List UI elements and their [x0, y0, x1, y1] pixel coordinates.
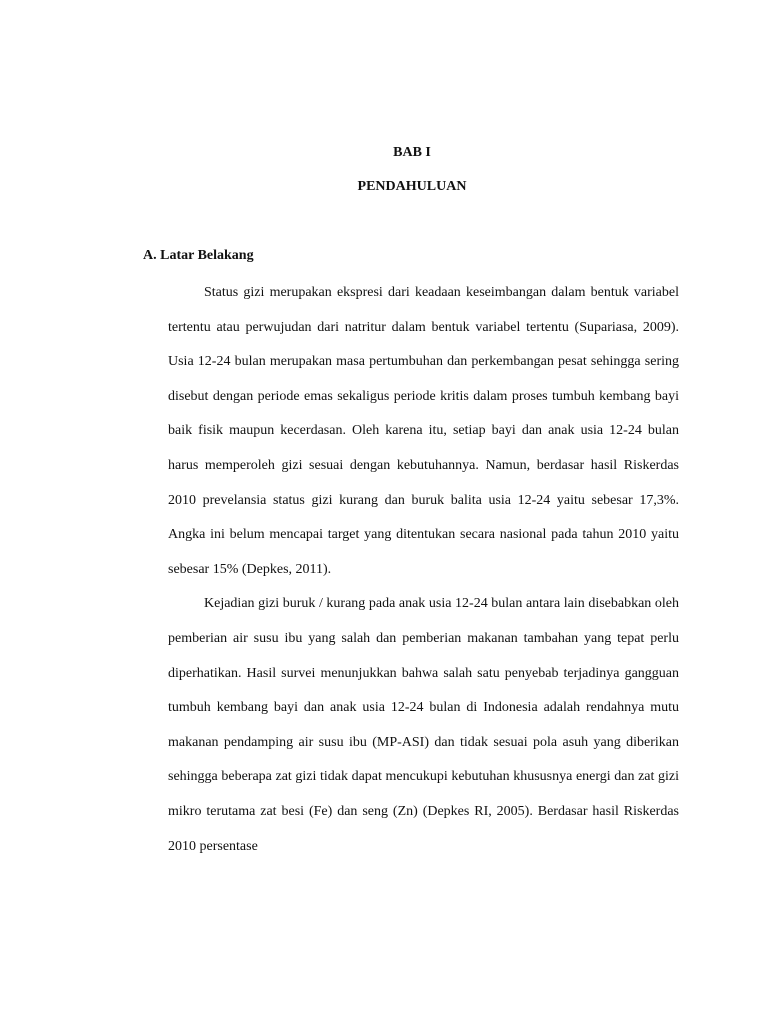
section-heading: A. Latar Belakang — [143, 248, 254, 263]
chapter-heading: BAB I — [393, 145, 431, 160]
chapter-title: PENDAHULUAN — [357, 179, 467, 194]
paragraph-2: Kejadian gizi buruk / kurang pada anak usia 12-24 bulan antara lain disebabkan oleh pemberian air susu ibu yang salah dan pemberian makanan tambahan yang tepat perlu diperhatikan. Hasil survei menunjukkan bahwa salah satu penyebab terjadinya gangguan tumbuh kembang bayi dan anak usia 12-24 bulan di Indonesia adalah rendahnya mutu makanan pendamping air susu ibu (MP-ASI) dan tidak sesuai pola asuh yang diberikan sehingga beberapa zat gizi tidak dapat mencukupi kebutuhan khususnya energi dan zat gizi mikro terutama zat besi (Fe) dan seng (Zn) (Depkes RI, 2005). Berdasar hasil Riskerdas 2010 persentase — [168, 596, 679, 854]
paragraph-1: Status gizi merupakan ekspresi dari keadaan keseimbangan dalam bentuk variabel tertentu atau perwujudan dari natritur dalam bentuk variabel tertentu (Supariasa, 2009). Usia 12-24 bulan merupakan masa pertumbuhan dan perkembangan pesat sehingga sering disebut dengan periode emas sekaligus periode kritis dalam proses tumbuh kembang bayi baik fisik maupun kecerdasan. Oleh karena itu, setiap bayi dan anak usia 12-24 bulan harus memperoleh gizi sesuai dengan kebutuhannya. Namun, berdasar hasil Riskerdas 2010 prevelansia status gizi kurang dan buruk balita usia 12-24 yaitu sebesar 17,3%. Angka ini belum mencapai target yang ditentukan secara nasional pada tahun 2010 yaitu sebesar 15% (Depkes, 2011). — [168, 285, 679, 577]
body-text — [168, 276, 679, 864]
